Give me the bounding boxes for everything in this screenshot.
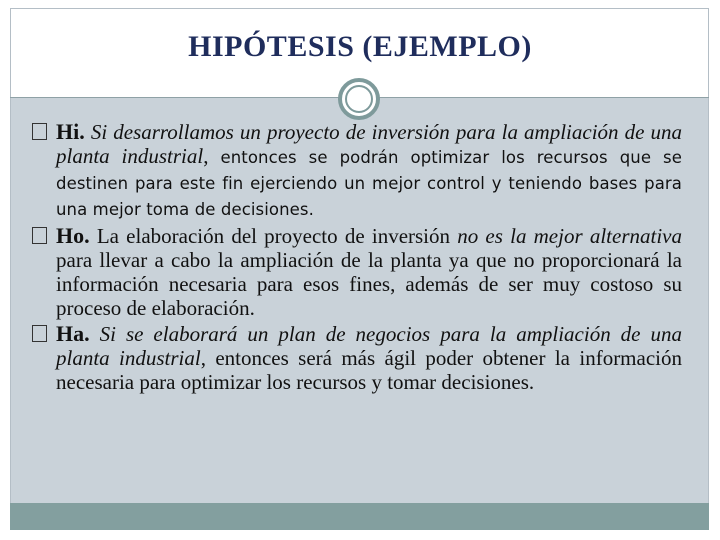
hypothesis-italic-text: Si desarrollamos un proyecto de inversión para la ampliación de una planta industrial [56, 120, 683, 168]
slide-title: HIPÓTESIS (EJEMPLO) [188, 30, 532, 63]
hypothesis-text: para llevar a cabo la ampliación de la planta ya que no proporcionará la información necesaria para esos fines, además de ser muy costoso su proceso de elaboración. [56, 248, 682, 320]
hypothesis-label: Hi. [56, 119, 85, 144]
hypothesis-hi [32, 120, 682, 222]
hypothesis-text: , entonces será más ágil poder obtener la información necesaria para optimizar los recursos y tomar decisiones. [56, 346, 682, 394]
bullet-square-icon [32, 123, 47, 140]
ring-ornament-icon [338, 78, 380, 120]
hypothesis-ha [32, 322, 682, 394]
hypothesis-text: La elaboración del proyecto de inversión [89, 224, 458, 248]
hypothesis-separator: , [203, 144, 209, 168]
hypothesis-italic-text: no es la mejor alternativa [457, 224, 682, 248]
bullet-square-icon [32, 227, 47, 244]
hypothesis-label: Ho. [56, 223, 90, 248]
hypotheses-list [32, 120, 682, 394]
hypothesis-italic-text: Si se elaborará un plan de negocios para la ampliación de una planta industrial [56, 322, 682, 370]
hypothesis-ho [32, 224, 682, 320]
hypothesis-label: Ha. [56, 321, 90, 346]
footer-bar [10, 503, 709, 530]
hypothesis-text: entonces se podrán optimizar los recursos que se destinen para este fin ejerciendo un mejor control y teniendo bases para una mejor toma de decisiones. [56, 148, 682, 219]
bullet-square-icon [32, 325, 47, 342]
